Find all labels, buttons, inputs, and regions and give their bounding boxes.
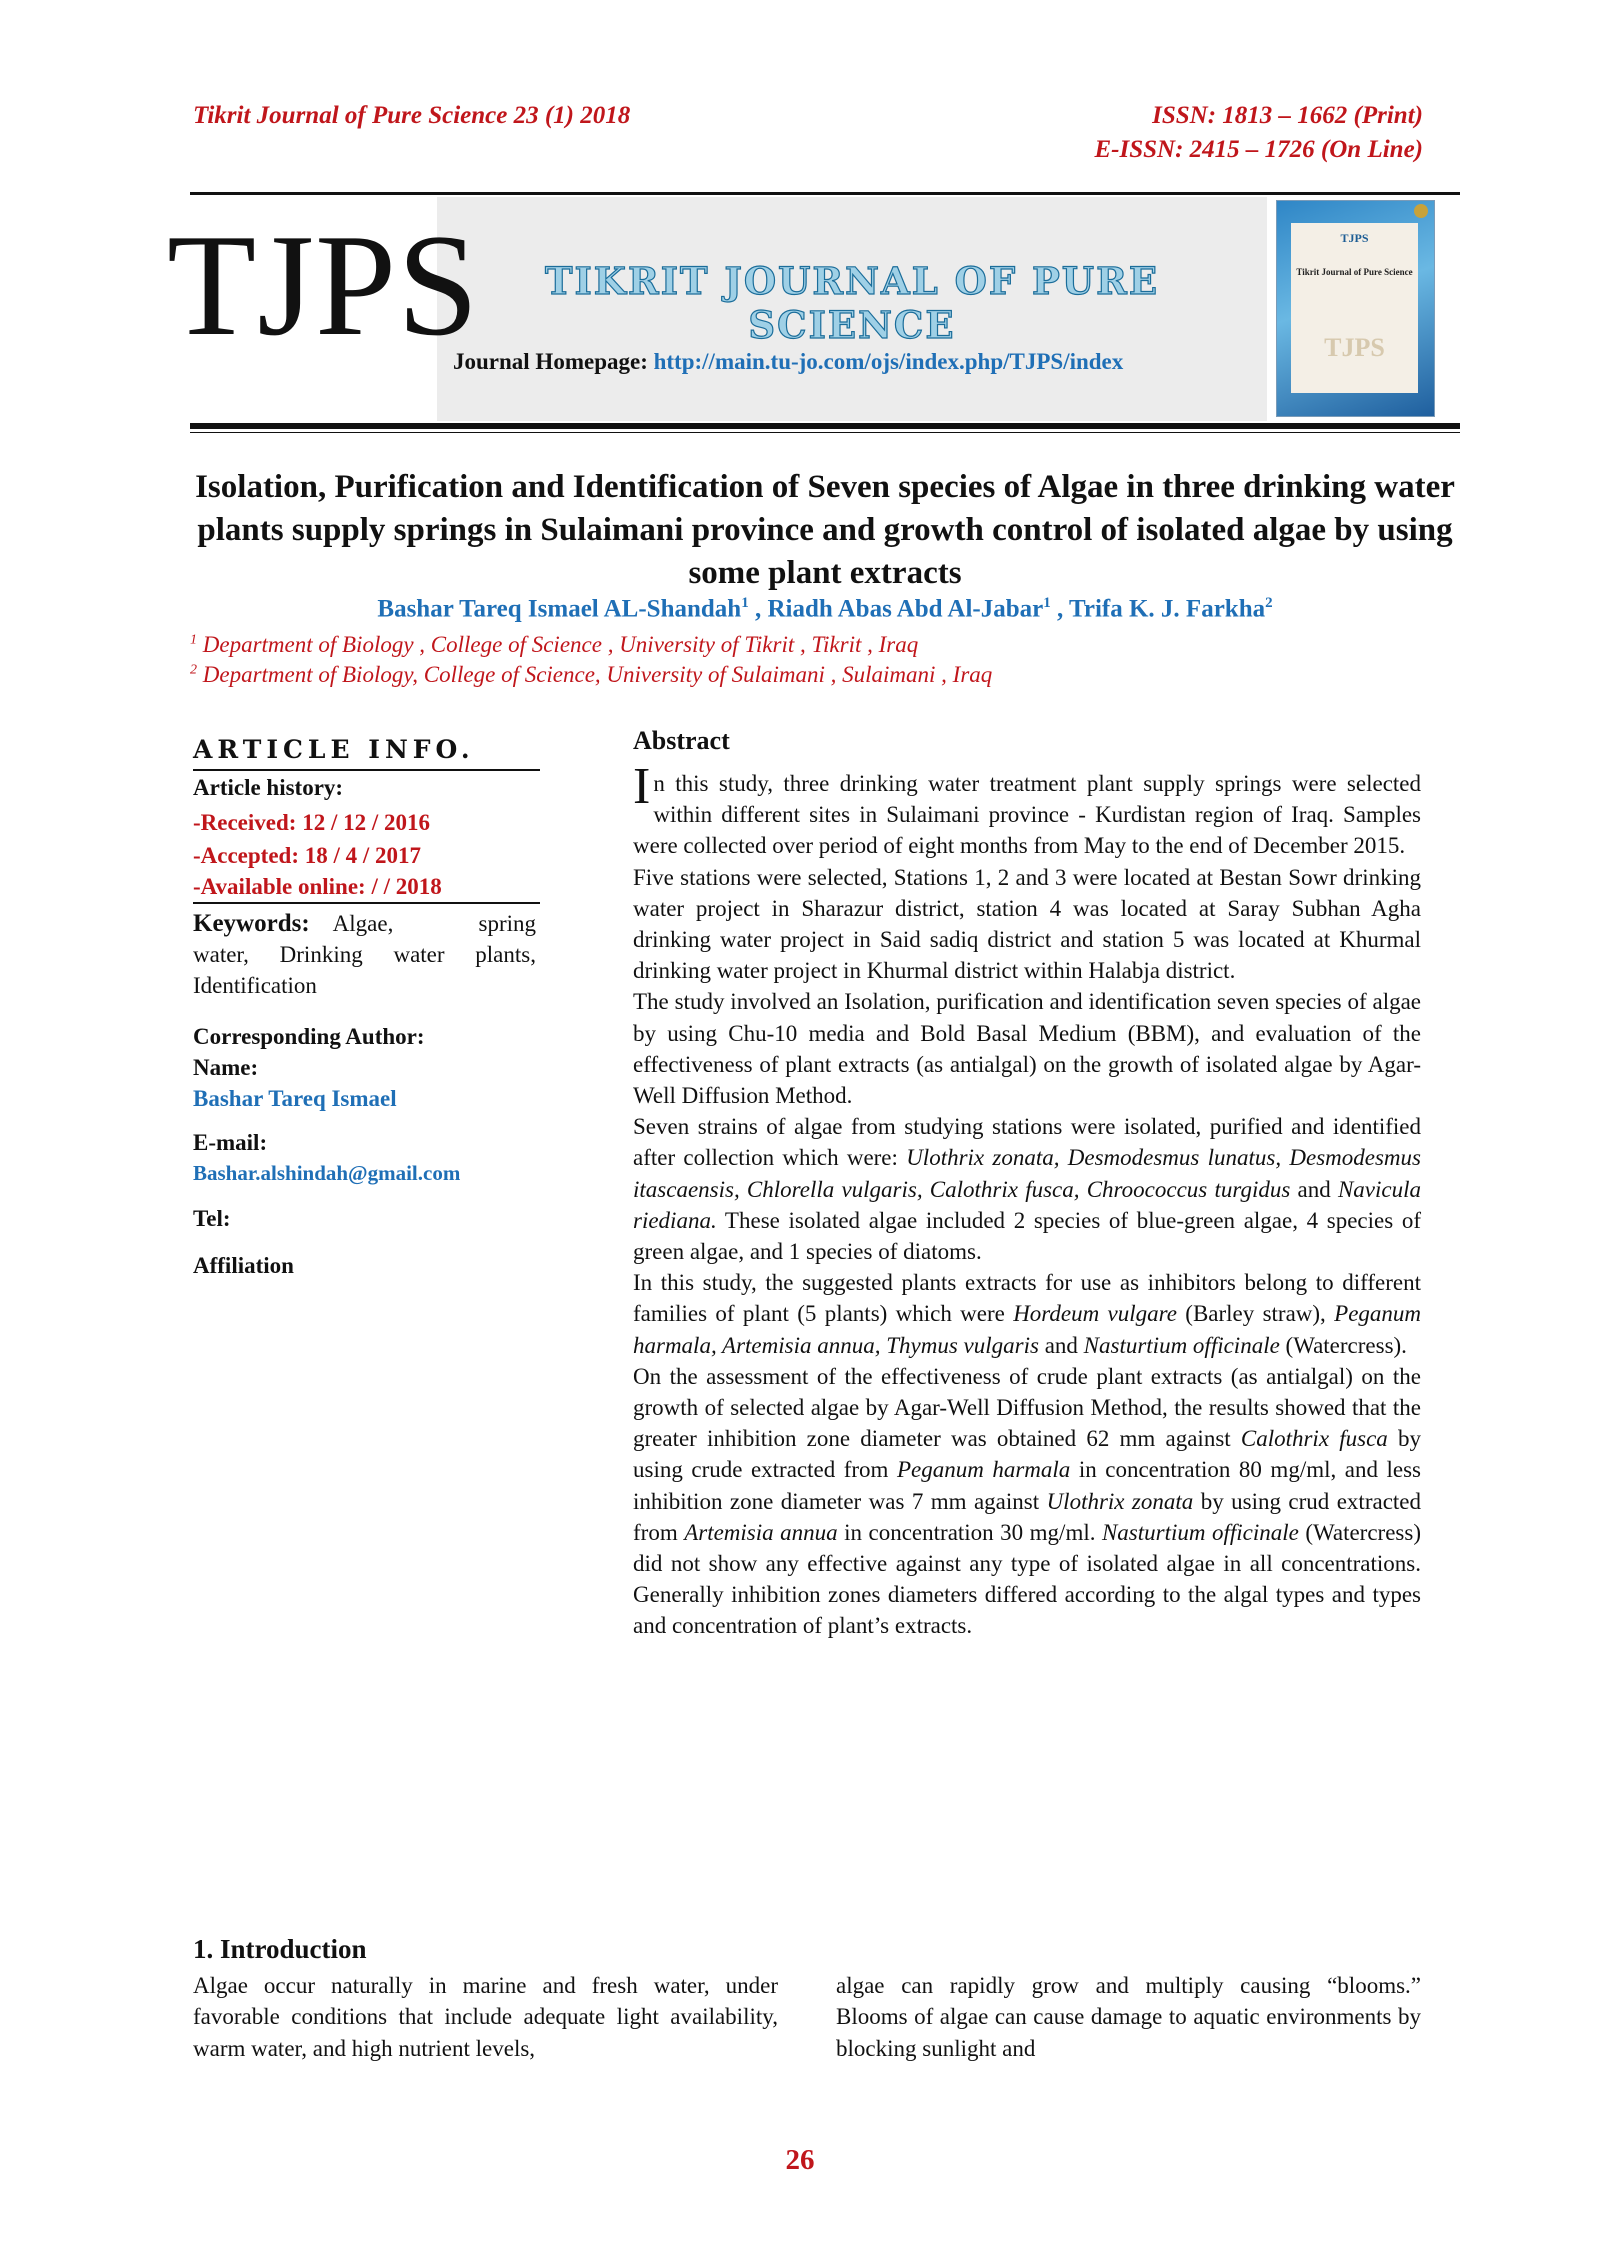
species-name: Navicula riediana. [633,1176,1421,1233]
affiliation-text: Department of Biology , College of Science , University of Tikrit , Tikrit , Iraq [202,632,919,657]
history-label: Article history: [193,775,344,800]
homepage-link[interactable]: http://main.tu-jo.com/ojs/index.php/TJPS/index [653,349,1124,374]
tel-label: Tel: [193,1206,231,1231]
author-affil-marker: 2 [1265,595,1273,611]
introduction-column-left: Algae occur naturally in marine and fresh water, under favorable conditions that include adequate light availability, warm water, and high nutrient levels, [193,1973,778,2061]
header-rule-bottom [190,423,1460,429]
article-history [193,772,536,902]
emblem-icon [1414,204,1428,218]
abstract-text: in concentration 80 mg/ml, and less inhibition zone diameter was 7 mm against [633,1457,1421,1514]
keyword: spring [478,911,536,936]
cover-panel [1291,223,1418,393]
accepted-date: -Accepted: 18 / 4 / 2017 [193,843,422,868]
author-affil-marker: 1 [1043,595,1051,611]
abstract-text: (Barley straw), [1176,1301,1335,1327]
journal-citation: Tikrit Journal of Pure Science 23 (1) 2018 [193,102,631,129]
abstract-paragraph: Five stations were selected, Stations 1, 2 and 3 were located at Bestan Sowr drinking water project in Sharazur district, station 4 was located at Saray Subhan Agha drinking water project in Said sadiq district and station 5 was located at Khurmal drinking water project in Khurmal district within Halabja district. [633,864,1421,984]
species-name: Calothrix fusca [1240,1426,1388,1452]
abstract-text: and [1290,1176,1338,1202]
abstract-text: in concentration 30 mg/ml. [837,1519,1102,1545]
name-label: Name: [193,1055,259,1080]
header-rule-bottom-thin [190,432,1460,433]
abstract-paragraph [633,758,1421,862]
keywords-block [193,908,536,1001]
keywords-first-line [193,908,536,939]
author-name: Riadh Abas Abd Al-Jabar [767,595,1044,623]
species-name: Artemisia annua [684,1519,838,1545]
species-name: Nasturtium officinale [1083,1332,1280,1358]
journal-banner-title: TIKRIT JOURNAL OF PURE SCIENCE [544,259,1160,347]
author-name: Trifa K. J. Farkha [1069,595,1266,623]
homepage-label: Journal Homepage: [453,349,648,374]
affiliation-marker: 1 [190,632,197,648]
abstract-heading: Abstract [633,726,730,755]
affiliation-1 [190,632,918,658]
abstract-text: In this study, the suggested plants extracts for use as inhibitors belong to different families of plant (5 plants) which were [633,1270,1421,1327]
introduction-heading: 1. Introduction [193,1934,367,1964]
abstract-text: On the assessment of the effectiveness of crude plant extracts (as antialgal) on the growth of selected algae by Agar-Well Diffusion Method, the results showed that the greater inhibition zone diameter was obtained 62 mm against [633,1363,1421,1452]
author-contact-name: Bashar Tareq Ismael [193,1086,397,1111]
species-name: Nasturtium officinale [1101,1519,1299,1545]
abstract-body [633,758,1422,1642]
keywords-rest: water, Drinking water plants, Identification [193,942,536,998]
article-info-heading: ARTICLE INFO. [193,735,475,764]
introduction-column-right: algae can rapidly grow and multiply causing “blooms.” Blooms of algae can cause damage to aquatic environments by blocking sunlight and [836,1973,1421,2061]
drop-cap: I [633,758,651,815]
affiliation-marker: 2 [190,662,197,678]
cover-watermark: TJPS [1324,333,1385,362]
abstract-text: These isolated algae included 2 species of blue-green algae, 4 species of green algae, and 1 species of diatoms. [633,1207,1421,1265]
species-name: Peganum harmala, Artemisia annua, Thymus vulgaris [633,1301,1422,1358]
email-label: E-mail: [193,1130,268,1155]
article-history-rule [193,902,540,904]
abstract-text: by using crude extracted from [633,1426,1421,1483]
issn-print: ISSN: 1813 – 1662 (Print) [1152,102,1423,129]
author-affil-marker: 1 [741,595,749,611]
author-name: Bashar Tareq Ismael AL-Shandah [377,595,742,623]
species-name: Ulothrix zonata [1046,1488,1194,1514]
issn-online: E-ISSN: 2415 – 1726 (On Line) [1094,136,1423,163]
page-number: 26 [785,2144,815,2176]
journal-logo: TJPS [167,204,480,366]
abstract-text: by using crud extracted from [633,1488,1421,1545]
journal-homepage [453,349,1123,375]
abstract-text: (Watercress). [1279,1332,1407,1358]
cover-short-title: TJPS [1340,231,1369,245]
available-date: -Available online: / / 2018 [193,874,442,899]
abstract-text: Seven strains of algae from studying stations were isolated, purified and identified after collection which were: [633,1114,1421,1171]
abstract-paragraph [633,1267,1421,1361]
affiliation-label: Affiliation [193,1253,294,1278]
journal-cover-image [1276,200,1435,417]
email-link[interactable]: Bashar.alshindah@gmail.com [193,1161,461,1185]
affiliation-text: Department of Biology, College of Science, University of Sulaimani , Sulaimani , Iraq [202,662,993,687]
abstract-text: (Watercress) did not show any effective against any type of isolated algae in all concentrations. Generally inhibition zones diameters differed according to the algal types and types and concentration of plant’s extracts. [633,1519,1421,1639]
abstract-paragraph [633,1111,1421,1267]
header-rule-top [190,192,1460,195]
corresponding-author-label: Corresponding Author: [193,1024,425,1049]
received-date: -Received: 12 / 12 / 2016 [193,810,430,835]
article-info-rule [193,769,540,771]
cover-journal-name: Tikrit Journal of Pure Science [1296,267,1413,277]
paper-title: Isolation, Purification and Identification of Seven species of Algae in three drinking water plants supply springs in Sulaimani province and growth control of isolated algae by using some plant extracts [195,469,1455,591]
keyword: Algae, [332,911,394,936]
abstract-paragraph [633,1361,1421,1642]
abstract-text: n this study, three drinking water treatment plant supply springs were selected within different sites in Sulaimani province - Kurdistan region of Iraq. Samples were collected over period of eight months from May to the end of December 2015. [633,771,1421,859]
species-name: Peganum harmala [896,1457,1071,1483]
species-name: Ulothrix zonata, Desmodesmus lunatus, Desmodesmus itascaensis, Chlorella vulgaris, Calothrix fusca, Chroococcus turgidus [633,1145,1421,1202]
abstract-text: and [1038,1332,1084,1358]
abstract-paragraph: The study involved an Isolation, purification and identification seven species of algae by using Chu-10 media and Bold Basal Medium (BBM), and evaluation of the effectiveness of plant extracts (as antialgal) on the growth of isolated algae by Agar-Well Diffusion Method. [633,989,1421,1109]
affiliation-2 [190,662,992,688]
keywords-label: Keywords: [193,910,310,937]
species-name: Hordeum vulgare [1013,1301,1177,1327]
author-list: Bashar Tareq Ismael AL-Shandah$^1$ , Riadh Abas Abd Al-Jabar$^1$ , Trifa K. J. Farkha$^2$ [377,595,1273,623]
